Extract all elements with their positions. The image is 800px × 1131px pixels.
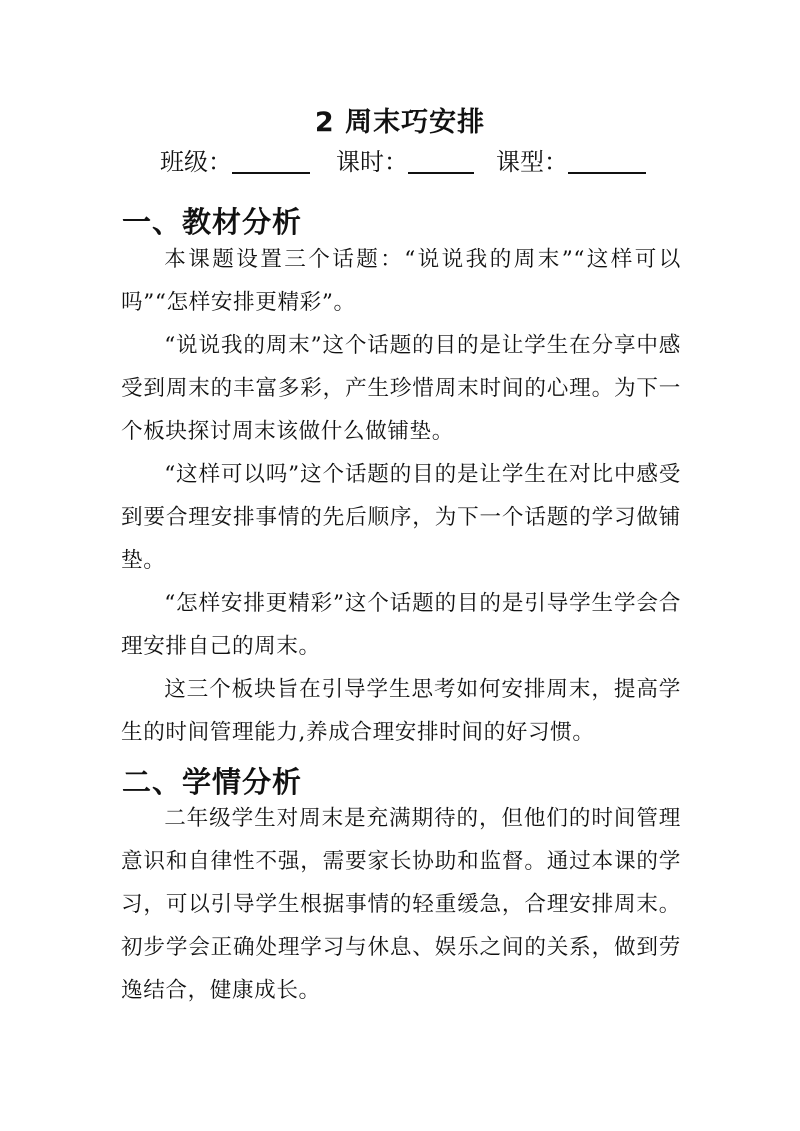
section-heading-student-analysis: 二、学情分析 <box>122 765 303 799</box>
paragraph: “说说我的周末”这个话题的目的是让学生在分享中感受到周末的丰富多彩，产生珍惜周末时间的心理。为下一个板块探讨周末该做什么做铺垫。 <box>121 333 681 444</box>
type-blank-line[interactable] <box>568 146 646 174</box>
period-label: 课时： <box>336 148 408 176</box>
type-field <box>496 146 646 178</box>
class-field <box>160 146 310 178</box>
paragraph: 这三个板块旨在引导学生思考如何安排周末，提高学生的时间管理能力,养成合理安排时间的好习惯。 <box>121 677 681 745</box>
class-label: 班级： <box>160 148 232 176</box>
lesson-meta-row <box>160 146 680 182</box>
type-label: 课型： <box>496 148 568 176</box>
paragraph: 本课题设置三个话题：“说说我的周末”“这样可以吗”“怎样安排更精彩”。 <box>121 247 681 315</box>
period-blank-line[interactable] <box>408 146 474 174</box>
class-blank-line[interactable] <box>232 146 310 174</box>
period-field <box>336 146 474 178</box>
lesson-title: 2 周末巧安排 <box>314 107 486 138</box>
paragraph: 二年级学生对周末是充满期待的，但他们的时间管理意识和自律性不强，需要家长协助和监督。通过本课的学习，可以引导学生根据事情的轻重缓急，合理安排周末。初步学会正确处理学习与休息、娱乐之间的关系，做到劳逸结合，健康成长。 <box>121 806 681 1003</box>
paragraph: “怎样安排更精彩”这个话题的目的是引导学生学会合理安排自己的周末。 <box>121 591 681 659</box>
paragraph: “这样可以吗”这个话题的目的是让学生在对比中感受到要合理安排事情的先后顺序，为下一个话题的学习做铺垫。 <box>121 462 681 573</box>
section-heading-textbook-analysis: 一、教材分析 <box>122 205 303 239</box>
